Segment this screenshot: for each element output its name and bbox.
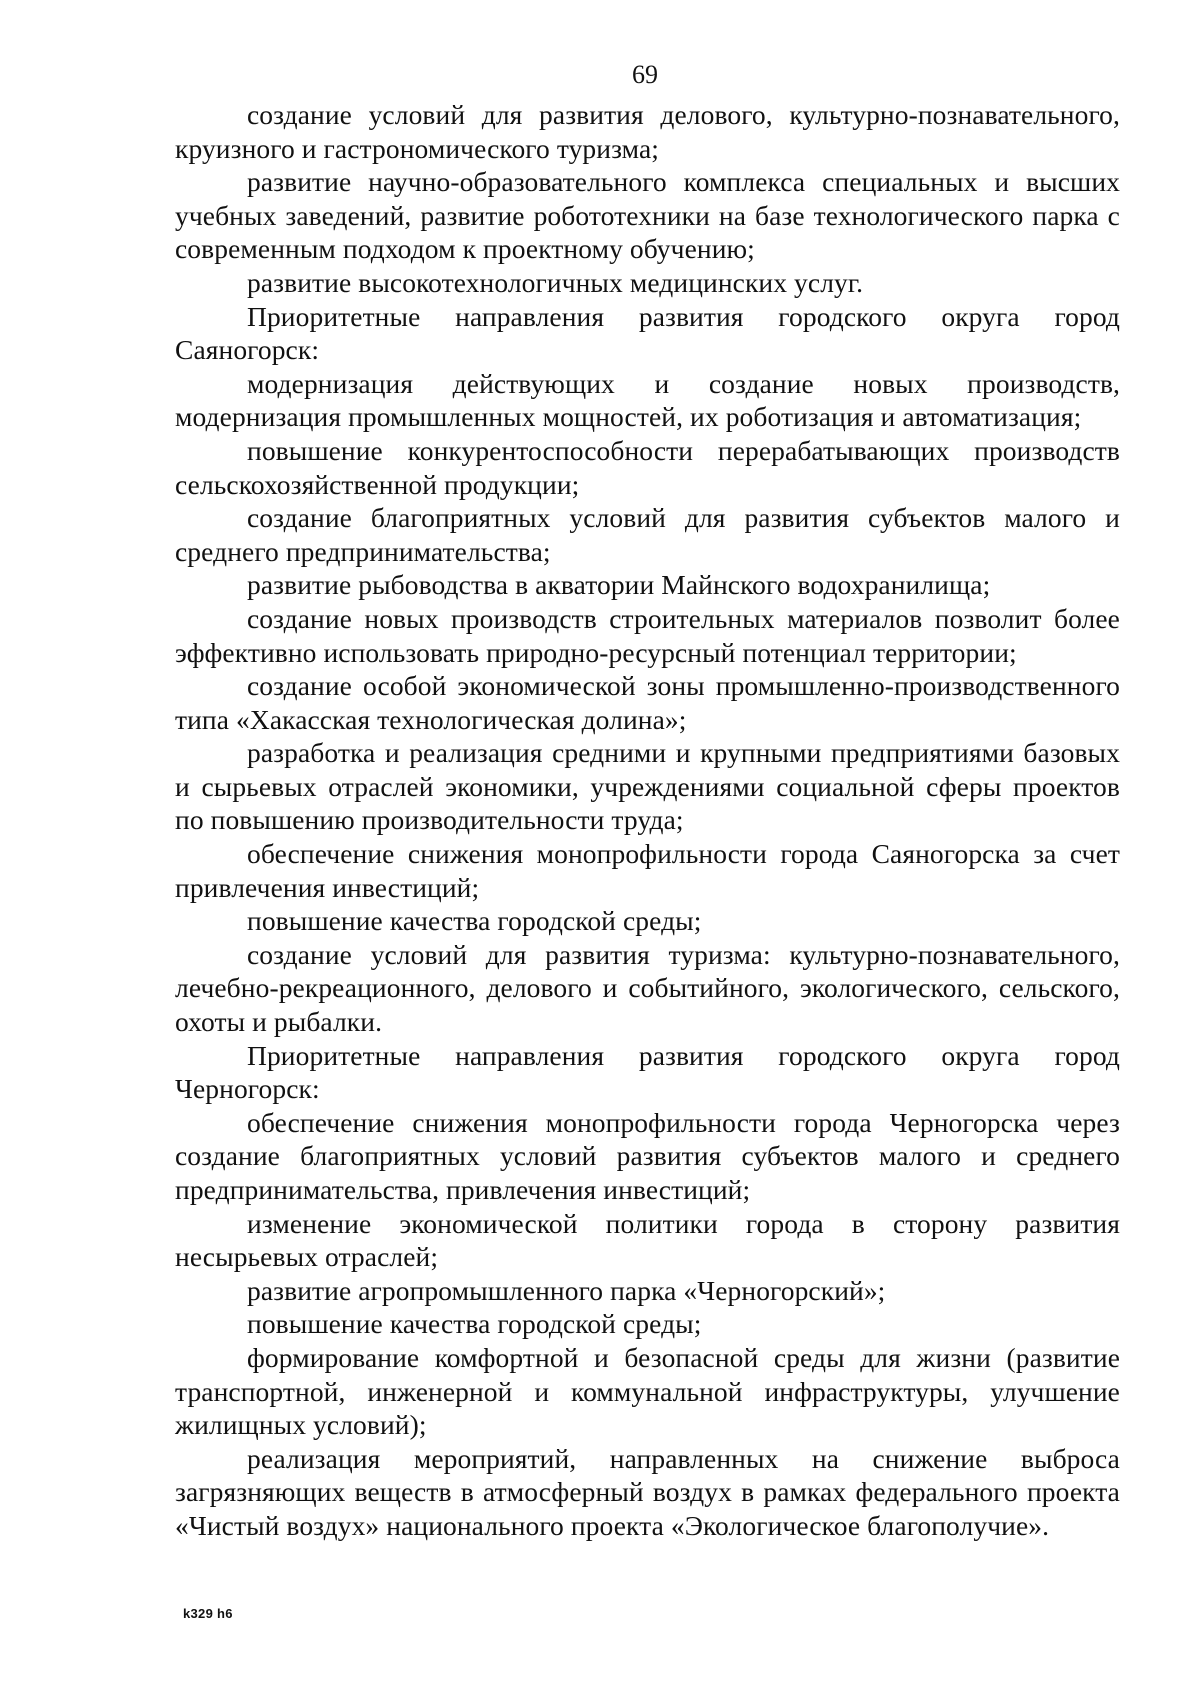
paragraph: развитие агропромышленного парка «Черногорский»;	[247, 1274, 886, 1306]
page-number: 69	[632, 60, 658, 89]
paragraph: разработка и реализация средними и крупными предприятиями базовых и сырьевых отраслей экономики, учреждениями социальной сферы проектов по повышению производительности труда;	[175, 737, 1120, 836]
section-heading-paragraph: Приоритетные направления развития городского округа город Черногорск:	[175, 1039, 1120, 1105]
body-text	[175, 98, 1120, 1543]
paragraph: обеспечение снижения монопрофильности города Черногорска через создание благоприятных условий развития субъектов малого и среднего предпринимательства, привлечения инвестиций;	[175, 1106, 1120, 1205]
paragraph: повышение конкурентоспособности перерабатывающих производств сельскохозяйственной продукции;	[175, 434, 1120, 500]
paragraph: развитие рыбоводства в акватории Майнского водохранилища;	[247, 569, 991, 601]
paragraph: создание условий для развития делового, культурно-познавательного, круизного и гастрономического туризма;	[175, 99, 1120, 164]
paragraph: формирование комфортной и безопасной среды для жизни (развитие транспортной, инженерной и коммунальной инфраструктуры, улучшение жилищных условий);	[175, 1341, 1120, 1441]
section-heading-paragraph: Приоритетные направления развития городского округа город Саяногорск:	[175, 300, 1120, 366]
paragraph: обеспечение снижения монопрофильности города Саяногорска за счет привлечения инвестиций;	[175, 838, 1120, 903]
footer-document-code: k329 h6	[183, 1606, 233, 1621]
paragraph: реализация мероприятий, направленных на снижение выброса загрязняющих веществ в атмосферный воздух в рамках федерального проекта «Чистый воздух» национального проекта «Экологическое благополучие».	[175, 1442, 1120, 1541]
paragraph: создание особой экономической зоны промышленно-производственного типа «Хакасская технологическая долина»;	[175, 670, 1120, 735]
paragraph: создание благоприятных условий для развития субъектов малого и среднего предпринимательства;	[175, 502, 1120, 567]
paragraph: создание условий для развития туризма: культурно-познавательного, лечебно-рекреационного, делового и событийного, экологического, сельского, охоты и рыбалки.	[175, 938, 1120, 1038]
paragraph: изменение экономической политики города в сторону развития несырьевых отраслей;	[175, 1207, 1120, 1273]
paragraph: создание новых производств строительных материалов позволит более эффективно использовать природно-ресурсный потенциал территории;	[175, 602, 1120, 668]
paragraph: развитие высокотехнологичных медицинских услуг.	[247, 266, 864, 298]
paragraph: модернизация действующих и создание новых производств, модернизация промышленных мощностей, их роботизация и автоматизация;	[175, 367, 1120, 433]
paragraph: развитие научно-образовательного комплекса специальных и высших учебных заведений, развитие робототехники на базе технологического парка с современным подходом к проектному обучению;	[175, 166, 1120, 265]
paragraph: повышение качества городской среды;	[247, 1308, 702, 1340]
paragraph: повышение качества городской среды;	[247, 905, 702, 937]
